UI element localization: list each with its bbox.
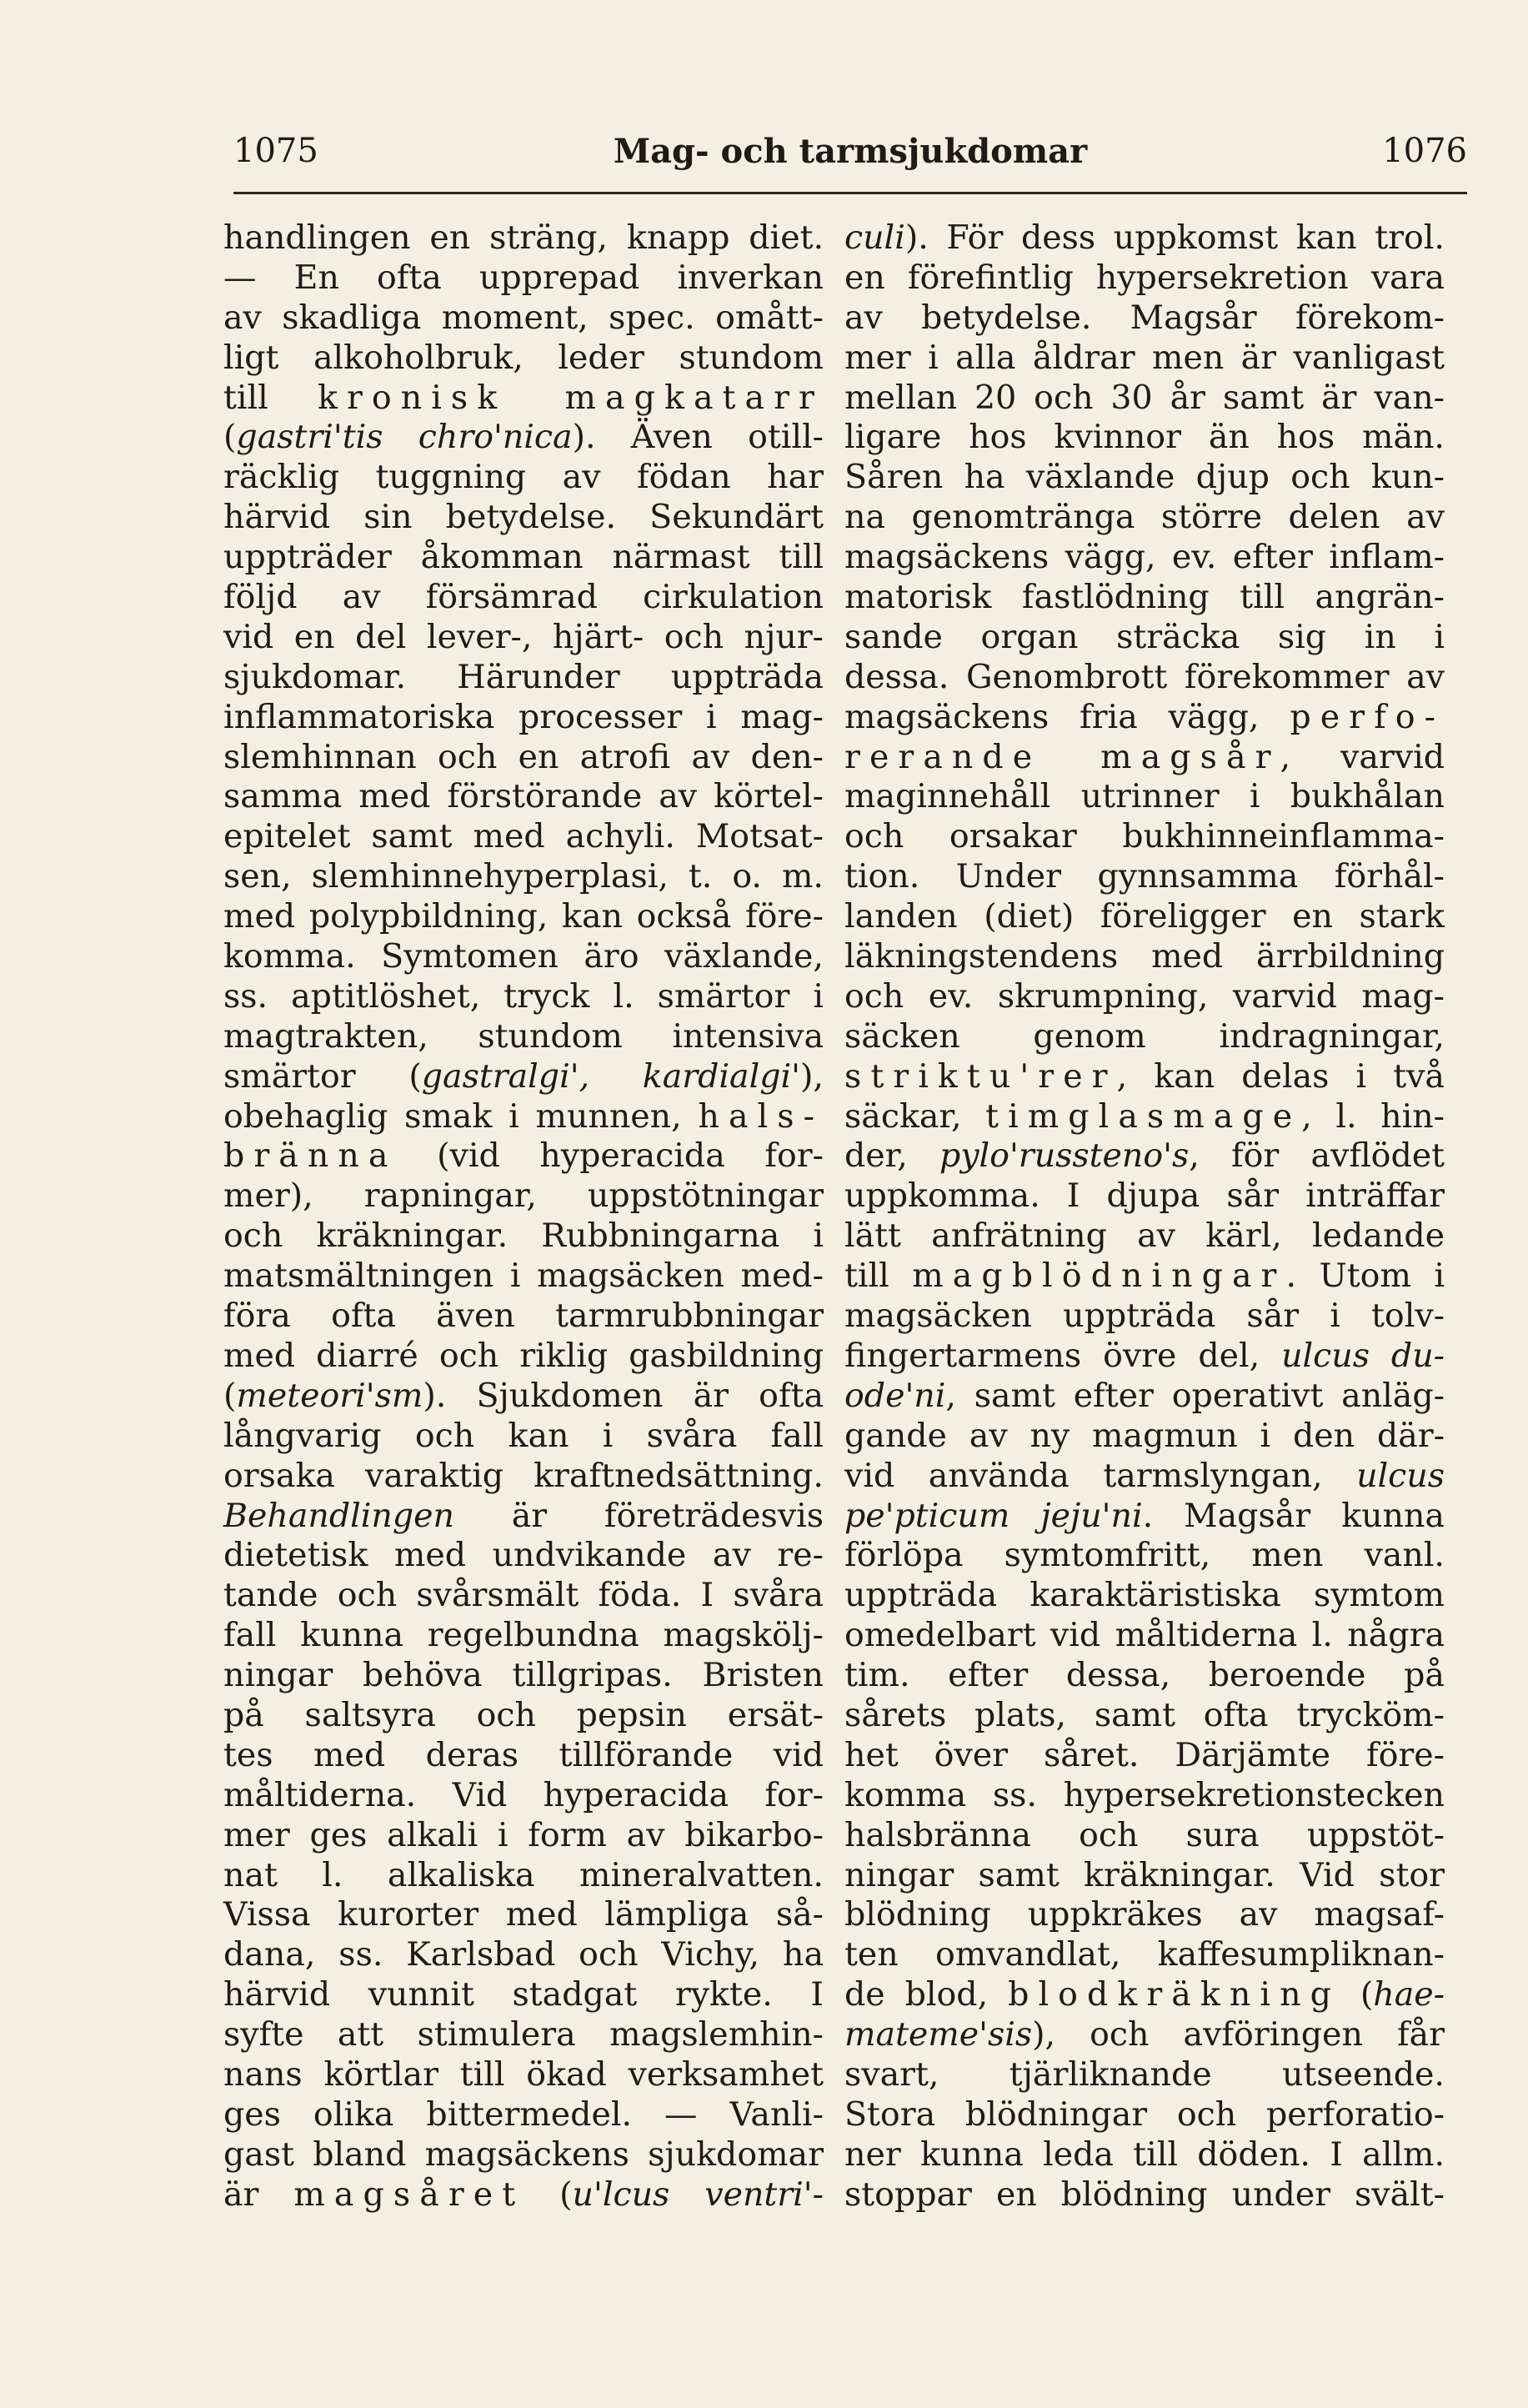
- text-segment: ges olika bittermedel. — Vanli-: [223, 2094, 824, 2134]
- text-segment: Vissa kurorter med lämpliga så-: [223, 1895, 824, 1934]
- text-segment: måltiderna. Vid hyperacida for-: [223, 1775, 824, 1814]
- text-segment: är företrädesvis: [453, 1496, 824, 1535]
- text-segment: . Magsår kunna: [1142, 1496, 1445, 1535]
- text-line: [844, 658, 1445, 698]
- text-line: [223, 1895, 824, 1935]
- text-segment: dietetisk med undvikande av re-: [223, 1536, 824, 1575]
- text-segment: med polypbildning, kan också före-: [223, 897, 824, 936]
- text-segment: u'lcus ventri'-: [572, 2175, 824, 2214]
- text-line: [844, 1217, 1445, 1257]
- text-segment: bränna: [223, 1136, 398, 1176]
- text-line: [844, 1097, 1445, 1137]
- text-segment: gast bland magsäckens sjukdomar: [223, 2135, 824, 2174]
- text-segment: maginnehåll utrinner i bukhålan: [844, 777, 1445, 816]
- text-line: [223, 2095, 824, 2135]
- text-line: [844, 1257, 1445, 1297]
- text-segment: ligt alkoholbruk, leder stundom: [223, 338, 824, 377]
- text-line: [844, 298, 1445, 339]
- text-segment: svart, tjärliknande utseende.: [844, 2054, 1445, 2094]
- text-line: [223, 1656, 824, 1696]
- text-line: [223, 458, 824, 498]
- text-line: [844, 817, 1445, 857]
- text-segment: culi: [844, 218, 905, 257]
- text-line: [223, 1497, 824, 1537]
- text-line: [844, 1975, 1445, 2015]
- text-line: [844, 1816, 1445, 1856]
- text-line: [223, 1217, 824, 1257]
- text-line: [223, 1017, 824, 1057]
- text-segment: gande av ny magmun i den där-: [844, 1416, 1445, 1455]
- text-line: [223, 1576, 824, 1616]
- text-segment: (: [223, 418, 237, 457]
- text-segment: blodkräkning: [1008, 1975, 1340, 2014]
- text-line: [844, 418, 1445, 458]
- text-line: [844, 2175, 1445, 2215]
- text-line: [844, 458, 1445, 498]
- text-segment: ),: [800, 1056, 824, 1096]
- text-segment: epitelet samt med achyli. Motsat-: [223, 817, 824, 856]
- text-line: [844, 1417, 1445, 1457]
- text-segment: , l. hin-: [1301, 1096, 1445, 1136]
- text-segment: tes med deras tillförande vid: [223, 1735, 824, 1774]
- text-segment: sårets plats, samt ofta trycköm-: [844, 1695, 1445, 1734]
- text-segment: härvid vunnit stadgat rykte. I: [223, 1975, 824, 2014]
- text-segment: fingertarmens övre del,: [844, 1336, 1282, 1375]
- text-segment: matorisk fastlödning till angrän-: [844, 578, 1445, 617]
- text-segment: mateme'sis: [844, 2015, 1033, 2054]
- text-line: [223, 1935, 824, 1975]
- text-segment: hae-: [1373, 1975, 1445, 2014]
- text-segment: vid använda tarmslyngan,: [844, 1456, 1357, 1495]
- text-segment: fall kunna regelbundna magskölj-: [223, 1616, 824, 1655]
- text-segment: ningar behöva tillgripas. Bristen: [223, 1656, 824, 1695]
- text-segment: ). Sjukdomen är ofta: [423, 1376, 824, 1415]
- text-line: [223, 2055, 824, 2095]
- text-segment: ningar samt kräkningar. Vid stor: [844, 1855, 1445, 1894]
- text-line: [223, 977, 824, 1017]
- text-segment: magsäckens fria vägg,: [844, 697, 1290, 736]
- text-segment: (: [223, 1376, 237, 1415]
- text-segment: orsaka varaktig kraftnedsättning.: [223, 1456, 824, 1495]
- text-segment: ner kunna leda till döden. I allm.: [844, 2135, 1445, 2174]
- text-segment: tim. efter dessa, beroende på: [844, 1656, 1445, 1695]
- text-segment: till: [223, 378, 318, 417]
- text-segment: syfte att stimulera magslemhin-: [223, 2015, 824, 2054]
- text-line: [223, 1616, 824, 1656]
- text-line: [844, 937, 1445, 977]
- text-segment: tande och svårsmält föda. I svåra: [223, 1576, 824, 1615]
- text-line: [844, 897, 1445, 937]
- text-segment: halsbränna och sura uppstöt-: [844, 1815, 1445, 1854]
- text-segment: magsäcken uppträda sår i tolv-: [844, 1297, 1445, 1336]
- text-segment: mer), rapningar, uppstötningar: [223, 1176, 824, 1216]
- text-segment: Såren ha växlande djup och kun-: [844, 458, 1445, 497]
- text-line: [844, 1176, 1445, 1217]
- text-line: [223, 658, 824, 698]
- text-line: [223, 1536, 824, 1576]
- text-line: [223, 1337, 824, 1377]
- text-segment: ss. aptitlöshet, tryck l. smärtor i: [223, 976, 824, 1016]
- text-segment: magblödningar: [912, 1257, 1286, 1296]
- text-segment: på saltsyra och pepsin ersät-: [223, 1695, 824, 1734]
- text-segment: gastralgi', kardialgi': [421, 1056, 801, 1096]
- text-segment: lätt anfrätning av kärl, ledande: [844, 1217, 1445, 1256]
- text-line: [844, 857, 1445, 897]
- text-line: [223, 218, 824, 258]
- text-line: [223, 379, 824, 419]
- text-segment: vid en del lever-, hjärt- och njur-: [223, 617, 824, 656]
- text-segment: ligare hos kvinnor än hos män.: [844, 418, 1445, 457]
- text-line: [844, 1017, 1445, 1057]
- text-line: [223, 1856, 824, 1896]
- text-line: [844, 977, 1445, 1017]
- text-line: [844, 1497, 1445, 1537]
- text-line: [223, 937, 824, 977]
- text-segment: smärtor (: [223, 1056, 422, 1096]
- text-line: [844, 2095, 1445, 2135]
- text-segment: magtrakten, stundom intensiva: [223, 1016, 824, 1056]
- text-line: [223, 1736, 824, 1776]
- text-segment: samma med förstörande av körtel-: [223, 777, 824, 816]
- text-line: [223, 1297, 824, 1337]
- text-segment: de blod,: [844, 1975, 1009, 2014]
- text-segment: säcken genom indragningar,: [844, 1016, 1445, 1056]
- text-line: [223, 1417, 824, 1457]
- text-segment: handlingen en sträng, knapp diet.: [223, 218, 824, 257]
- text-segment: nans körtlar till ökad verksamhet: [223, 2054, 824, 2094]
- text-segment: föra ofta även tarmrubbningar: [223, 1297, 824, 1336]
- text-line: [844, 379, 1445, 419]
- page-number-left: 1075: [233, 132, 318, 170]
- text-line: [223, 777, 824, 817]
- text-line: [844, 1656, 1445, 1696]
- page-number-right: 1076: [1382, 132, 1467, 170]
- text-line: [844, 578, 1445, 618]
- text-line: [844, 1136, 1445, 1176]
- text-segment: läkningstendens med ärrbildning: [844, 937, 1445, 976]
- text-segment: magsåret: [293, 2175, 525, 2214]
- text-line: [223, 2175, 824, 2215]
- text-segment: räcklig tuggning av födan har: [223, 458, 824, 497]
- text-line: [223, 1057, 824, 1097]
- text-line: [223, 618, 824, 658]
- text-segment: förlöpa symtomfritt, men vanl.: [844, 1536, 1445, 1575]
- text-segment: och kräkningar. Rubbningarna i: [223, 1217, 824, 1256]
- text-line: [844, 1377, 1445, 1417]
- text-line: [844, 738, 1445, 778]
- text-segment: dana, ss. Karlsbad och Vichy, ha: [223, 1935, 824, 1974]
- text-line: [844, 1895, 1445, 1935]
- text-line: [844, 777, 1445, 817]
- text-segment: meteori'sm: [236, 1376, 423, 1415]
- text-line: [223, 1776, 824, 1816]
- text-segment: uppträder åkomman närmast till: [223, 538, 824, 577]
- text-segment: komma ss. hypersekretionstecken: [844, 1775, 1445, 1814]
- text-segment: säckar,: [844, 1096, 986, 1136]
- text-segment: na genomtränga större delen av: [844, 498, 1445, 537]
- text-segment: . Utom i: [1285, 1257, 1445, 1296]
- text-line: [223, 1457, 824, 1497]
- text-line: [223, 1097, 824, 1137]
- text-segment: tion. Under gynnsamma förhål-: [844, 857, 1445, 896]
- text-segment: pe'pticum jeju'ni: [844, 1496, 1143, 1535]
- text-line: [223, 1696, 824, 1736]
- text-segment: ten omvandlat, kaffesumpliknan-: [844, 1935, 1445, 1974]
- text-column-right: [844, 218, 1445, 2215]
- text-segment: mellan 20 och 30 år samt är van-: [844, 378, 1445, 417]
- text-segment: och orsakar bukhinneinflamma-: [844, 817, 1445, 856]
- text-line: [223, 339, 824, 379]
- text-line: [844, 2135, 1445, 2175]
- text-segment: följd av försämrad cirkulation: [223, 578, 824, 617]
- text-line: [223, 1975, 824, 2015]
- text-line: [844, 1576, 1445, 1616]
- text-segment: , kan delas i två: [1116, 1056, 1445, 1096]
- text-segment: sen, slemhinnehyperplasi, t. o. m.: [223, 857, 824, 896]
- text-line: [223, 1377, 824, 1417]
- text-line: [844, 498, 1445, 538]
- text-segment: dessa. Genombrott förekommer av: [844, 657, 1445, 696]
- text-segment: , varvid: [1280, 737, 1445, 776]
- text-segment: ), och avföringen får: [1032, 2015, 1445, 2054]
- text-line: [844, 2055, 1445, 2095]
- text-segment: slemhinnan och en atrofi av den-: [223, 737, 824, 776]
- text-segment: långvarig och kan i svåra fall: [223, 1416, 824, 1455]
- text-line: [844, 1536, 1445, 1576]
- text-segment: sjukdomar. Härunder uppträda: [223, 657, 824, 696]
- text-line: [844, 218, 1445, 258]
- text-segment: landen (diet) föreligger en stark: [844, 897, 1445, 936]
- text-segment: gastri'tis chro'nica: [236, 418, 573, 457]
- text-line: [223, 2135, 824, 2175]
- text-segment: är: [223, 2175, 294, 2214]
- text-column-left: [223, 218, 824, 2215]
- text-segment: , samt efter operativt anläg-: [945, 1376, 1445, 1415]
- text-segment: en förefintlig hypersekretion vara: [844, 258, 1445, 297]
- text-line: [844, 339, 1445, 379]
- text-segment: timglasmage: [985, 1096, 1302, 1136]
- text-line: [223, 538, 824, 578]
- text-segment: perfo-: [1290, 697, 1445, 736]
- text-segment: ulcus: [1356, 1456, 1445, 1495]
- text-segment: nat l. alkaliska mineralvatten.: [223, 1855, 824, 1894]
- text-segment: , för avflödet: [1189, 1136, 1445, 1176]
- text-line: [844, 1935, 1445, 1975]
- text-segment: het över såret. Därjämte före-: [844, 1735, 1445, 1774]
- text-line: [844, 1736, 1445, 1776]
- text-segment: härvid sin betydelse. Sekundärt: [223, 498, 824, 537]
- text-segment: (vid hyperacida for-: [397, 1136, 824, 1176]
- text-line: [844, 1457, 1445, 1497]
- text-line: [223, 578, 824, 618]
- text-line: [844, 1057, 1445, 1097]
- text-segment: sande organ sträcka sig in i: [844, 617, 1445, 656]
- text-segment: striktu'rer: [844, 1056, 1117, 1096]
- text-segment: Stora blödningar och perforatio-: [844, 2094, 1445, 2134]
- text-segment: till: [844, 1257, 913, 1296]
- text-line: [223, 1816, 824, 1856]
- text-segment: ode'ni: [844, 1376, 946, 1415]
- text-line: [844, 1856, 1445, 1896]
- text-line: [844, 1776, 1445, 1816]
- text-line: [223, 897, 824, 937]
- text-segment: stoppar en blödning under svält-: [844, 2175, 1445, 2214]
- text-segment: (: [524, 2175, 573, 2214]
- text-line: [223, 1176, 824, 1217]
- text-line: [223, 498, 824, 538]
- text-line: [844, 538, 1445, 578]
- text-segment: av skadliga moment, spec. omått-: [223, 298, 824, 337]
- text-segment: komma. Symtomen äro växlande,: [223, 937, 824, 976]
- text-line: [223, 298, 824, 339]
- text-segment: ). För dess uppkomst kan trol.: [904, 218, 1445, 257]
- text-segment: matsmältningen i magsäcken med-: [223, 1257, 824, 1296]
- text-segment: mer i alla åldrar men är vanligast: [844, 338, 1445, 377]
- text-segment: pylo'russteno's: [939, 1136, 1190, 1176]
- text-segment: Behandlingen: [223, 1496, 454, 1535]
- text-segment: och ev. skrumpning, varvid mag-: [844, 976, 1445, 1016]
- text-segment: (: [1340, 1975, 1374, 2014]
- text-segment: inflammatoriska processer i mag-: [223, 697, 824, 736]
- text-line: [844, 698, 1445, 738]
- text-line: [223, 738, 824, 778]
- text-segment: med diarré och riklig gasbildning: [223, 1336, 824, 1375]
- text-segment: kronisk magkatarr: [317, 378, 824, 417]
- text-line: [844, 1616, 1445, 1656]
- text-line: [223, 2015, 824, 2055]
- text-segment: ulcus du-: [1281, 1336, 1445, 1375]
- text-line: [223, 1136, 824, 1176]
- text-line: [223, 698, 824, 738]
- text-line: [844, 618, 1445, 658]
- running-title: Mag- och tarmsjukdomar: [613, 132, 1088, 171]
- running-header: [233, 125, 1467, 194]
- text-segment: uppträda karaktäristiska symtom: [844, 1576, 1445, 1615]
- text-segment: hals-: [698, 1096, 824, 1136]
- text-segment: — En ofta upprepad inverkan: [223, 258, 824, 297]
- text-line: [844, 1696, 1445, 1736]
- text-line: [223, 817, 824, 857]
- text-line: [223, 1257, 824, 1297]
- text-line: [844, 1337, 1445, 1377]
- text-line: [223, 418, 824, 458]
- text-segment: uppkomma. I djupa sår inträffar: [844, 1176, 1445, 1216]
- text-line: [223, 857, 824, 897]
- text-segment: mer ges alkali i form av bikarbo-: [223, 1815, 824, 1854]
- text-line: [844, 1297, 1445, 1337]
- text-segment: rerande magsår: [844, 737, 1280, 776]
- text-segment: av betydelse. Magsår förekom-: [844, 298, 1445, 337]
- text-line: [223, 258, 824, 298]
- text-segment: der,: [844, 1136, 939, 1176]
- text-segment: obehaglig smak i munnen,: [223, 1096, 699, 1136]
- text-segment: magsäckens vägg, ev. efter inflam-: [844, 538, 1445, 577]
- text-segment: omedelbart vid måltiderna l. några: [844, 1616, 1445, 1655]
- text-line: [844, 258, 1445, 298]
- text-line: [844, 2015, 1445, 2055]
- text-segment: blödning uppkräkes av magsaf-: [844, 1895, 1445, 1934]
- text-segment: ). Även otill-: [572, 418, 824, 457]
